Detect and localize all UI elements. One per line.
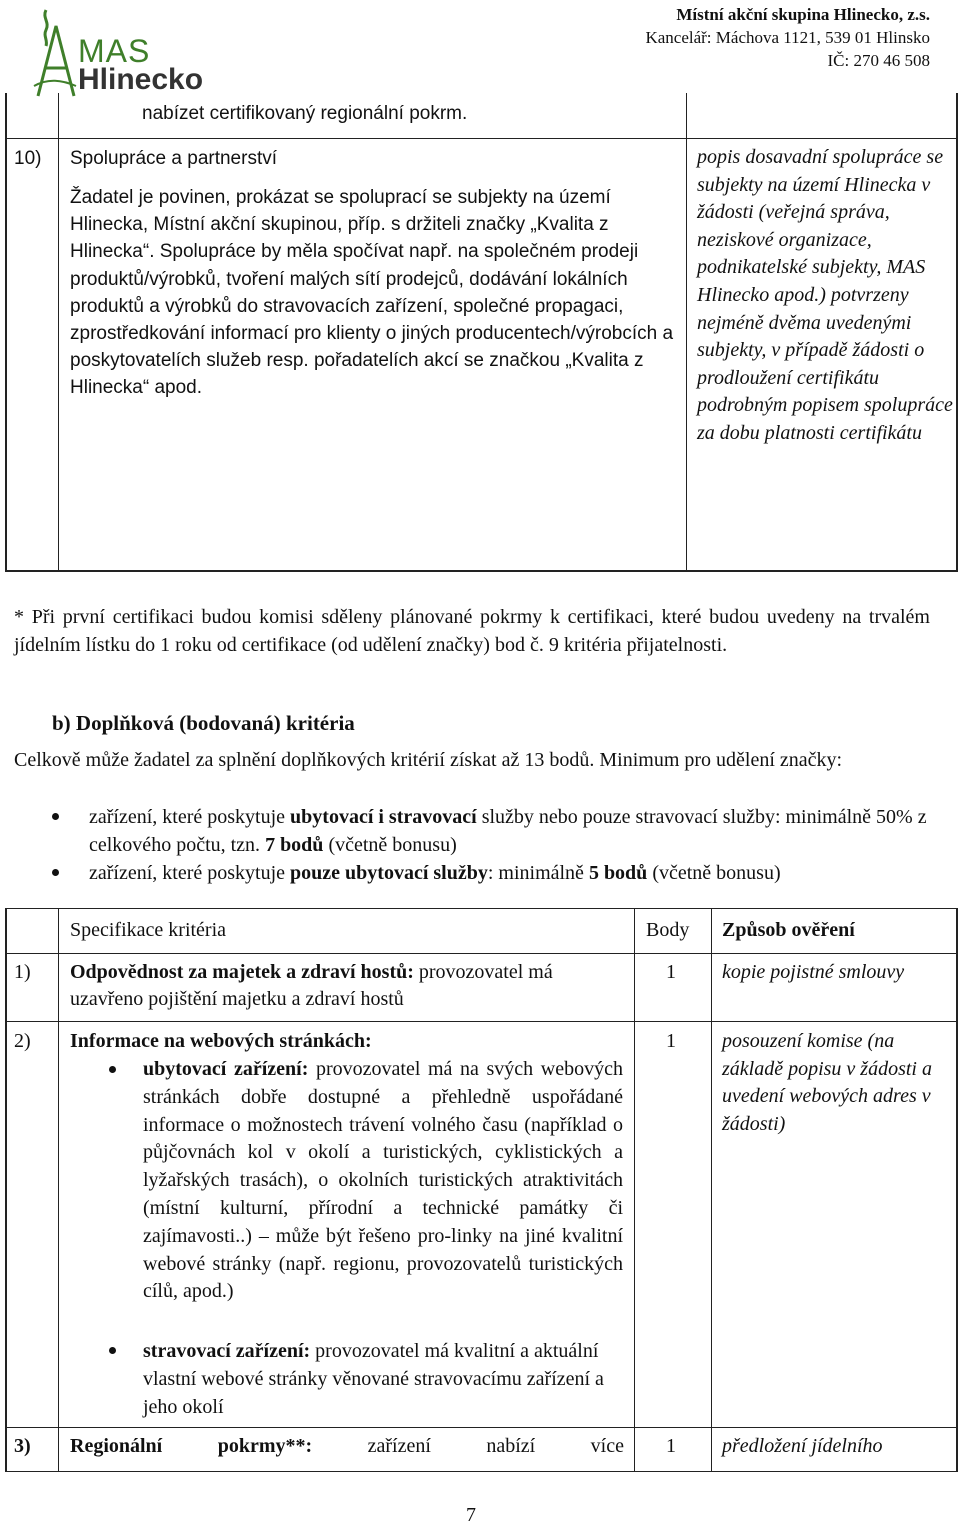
section-b-heading: b) Doplňková (bodovaná) kritéria (52, 711, 355, 735)
table1-col-divider-1 (58, 93, 59, 571)
mas-hlinecko-logo (28, 6, 204, 98)
col-header-method: Způsob ověření (722, 919, 855, 941)
table2-col-divider-1 (58, 908, 59, 1472)
row1-body: provozovatel má uzavřeno pojištění majetku a zdraví hostů (70, 961, 553, 1010)
bullet1-text-c: služby nebo pouze stravovací služby: minimálně 50% z celkového počtu, tzn. (89, 806, 927, 856)
bullet-icon (109, 1066, 116, 1073)
logo-text-hlinecko: Hlinecko (78, 63, 204, 96)
org-name: Místní akční skupina Hlinecko, z.s. (676, 5, 930, 24)
page-number: 7 (466, 1504, 476, 1526)
row2-b1-text: provozovatel má na svých webových stránkách dobře dostupné a přehledně uspořádané informace o možnostech trávení volného času (například o půjčovnách kol v okolí a turistických, cyklistických a lyžařských trasách), o okolních turistických atraktivitách (místní kulturní, přírodní a technické památky či zajímavosti..) – může být řešeno pro-linky na jiné kvalitní webové stránky (např. regionu, provozovatelů turistických cílů, apod.) (143, 1058, 623, 1303)
row10-number: 10) (14, 148, 42, 169)
table2-border-right (956, 908, 958, 1472)
row1-method: kopie pojistné smlouvy (722, 961, 905, 983)
row3-title: Regionální pokrmy**: (70, 1435, 313, 1457)
row2-bullet-catering (143, 1337, 623, 1421)
section-b-intro: Celkově může žadatel za splnění doplňkových kritérií získat až 13 bodů. Minimum pro udělení značky: (14, 749, 843, 771)
logo-text-mas: MAS (78, 33, 151, 69)
table2-col-divider-3 (711, 908, 712, 1472)
table2-header-divider (5, 953, 958, 954)
row3-number: 3) (14, 1435, 31, 1457)
row2-bullet-accommodation (143, 1056, 623, 1306)
row1-number: 1) (14, 961, 31, 983)
bullet2-text-a: zařízení, které poskytuje (89, 862, 291, 884)
table1-border-right (956, 93, 958, 571)
list-item (52, 859, 932, 887)
table1-row-divider (5, 138, 958, 139)
row3-method: předložení jídelního (722, 1435, 883, 1457)
bullet2-text-e: (včetně bonusu) (647, 862, 781, 884)
office-address: Kancelář: Máchova 1121, 539 01 Hlinsko (645, 28, 930, 47)
row2-number: 2) (14, 1030, 31, 1052)
row2-b2-title: stravovací zařízení: (143, 1340, 311, 1362)
table2-border-bottom (5, 1471, 958, 1472)
row10-paragraph: Žadatel je povinen, prokázat se spoluprací se subjekty na území Hlinecka, Místní akční skupinou, příp. s držiteli značky „Kvalita z Hlinecka“. Spolupráce by měla spočívat např. na společném prodeji produktů/výrobků, tvoření malých sítí prodejců, dodávání lokálních produktů a výrobků do stravovacích zařízení, společné propagaci, zprostředkování informací pro klienty o jiných producentech/výrobcích a poskytovatelích služeb resp. pořadatelích akcí se značkou „Kvalita z Hlinecka“ apod. (70, 187, 674, 399)
row3-body: zařízení nabízí více (312, 1435, 624, 1457)
table2-border-top (5, 908, 958, 909)
table2-row-divider-2 (5, 1427, 958, 1428)
table1-border-bottom (5, 570, 958, 572)
row2-title: Informace na webových stránkách: (70, 1030, 372, 1052)
row2-method: posouzení komise (na základě popisu v žádosti a uvedení webových adres v žádosti) (722, 1030, 932, 1135)
table1-border-left (5, 93, 7, 571)
row3-text (70, 1433, 624, 1460)
col-header-points: Body (646, 919, 690, 941)
bullet1-text-b: ubytovací i stravovací (290, 806, 477, 828)
table2-col-divider-2 (634, 908, 635, 1472)
col-header-spec: Specifikace kritéria (70, 919, 227, 941)
bullet2-text-c: : minimálně (487, 862, 589, 884)
row2-b2-text: provozovatel má kvalitní a aktuální vlastní webové stránky věnované stravovacímu zařízení a jeho okolí (143, 1340, 604, 1418)
bullet-icon (109, 1347, 116, 1354)
org-ico: IČ: 270 46 508 (827, 51, 930, 70)
bullet1-text-e: (včetně bonusu) (323, 834, 457, 856)
bullet2-text-b: pouze ubytovací služby (290, 862, 488, 884)
table2-border-left (5, 908, 7, 1472)
prev-row-text: nabízet certifikovaný regionální pokrm. (142, 103, 468, 124)
bullet-icon (52, 813, 59, 820)
certification-note: * Při první certifikaci budou komisi sděleny plánované pokrmy k certifikaci, které budou uvedeny na trvalém jídelním lístku do 1 roku od certifikace (od udělení značky) bod č. 9 kritéria přijatelnosti. (14, 606, 930, 656)
bullet1-text-a: zařízení, které poskytuje (89, 806, 291, 828)
bullet2-text-d: 5 bodů (588, 862, 648, 884)
row3-points: 1 (666, 1435, 676, 1457)
row2-b1-title: ubytovací zařízení: (143, 1058, 309, 1080)
bullet-icon (52, 869, 59, 876)
row2-points: 1 (666, 1030, 676, 1052)
row10-title: Spolupráce a partnerství (70, 148, 278, 169)
row1-text (70, 959, 622, 1013)
bullet1-text-d: 7 bodů (265, 834, 324, 856)
table2-row-divider-1 (5, 1021, 958, 1022)
row1-title: Odpovědnost za majetek a zdraví hostů: (70, 961, 414, 983)
row10-verification: popis dosavadní spolupráce se subjekty na území Hlinecka v žádosti (veřejná správa, neziskové organizace, podnikatelské subjekty, MAS Hlinecko apod.) potvrzeny nejméně dvěma uvedenými subjekty, v případě žádosti o prodloužení certifikátu podrobným popisem spolupráce za dobu platnosti certifikátu (697, 146, 953, 444)
row1-points: 1 (666, 961, 676, 983)
table1-col-divider-2 (686, 93, 687, 571)
list-item (52, 803, 932, 859)
